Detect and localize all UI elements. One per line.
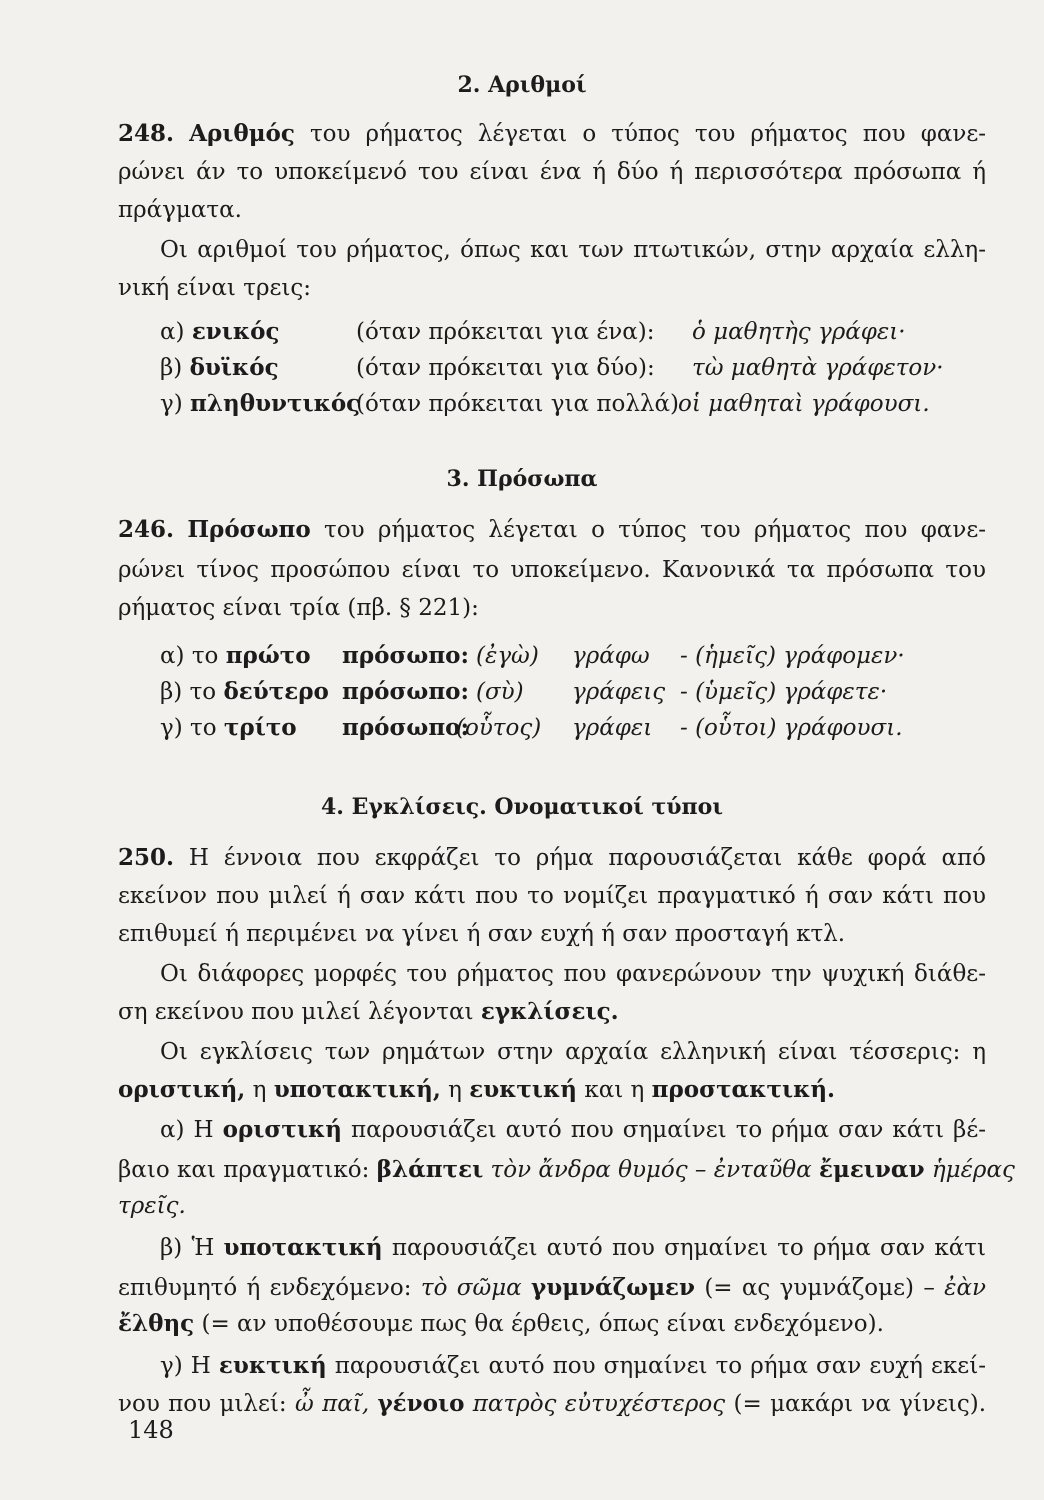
list-label: γ) το — [160, 715, 217, 741]
example-text: ἡμέρας — [931, 1157, 1015, 1183]
term-indicative: οριστική — [222, 1116, 342, 1143]
example-text: ὦ παῖ, — [295, 1391, 370, 1417]
person-pronoun: (σὺ) — [476, 679, 524, 705]
number-example: οἱ μαθηταὶ γράφουσι. — [678, 391, 930, 417]
person-verb: γράφει — [572, 715, 653, 741]
p-subjunctive-text: παρουσιάζει αυτό που σημαίνει το ρήμα σαν κάτι — [391, 1235, 987, 1261]
p250-line1 — [118, 842, 986, 874]
person-plural: - (ἡμεῖς) γράφομεν· — [680, 643, 905, 669]
p246-line3: ρήματος είναι τρία (πβ. § 221): — [118, 595, 479, 621]
example-gloss: (= ας γυμνάζομε) – — [704, 1275, 935, 1301]
example-word: ἔμειναν — [819, 1156, 925, 1183]
item-label: β) Ἡ — [160, 1235, 215, 1261]
mood-subjunctive: υποτακτική, — [273, 1076, 441, 1103]
p250-number: 250. — [118, 844, 175, 871]
person-word: πρόσωπο: — [342, 678, 469, 705]
number-example: ὁ μαθητὴς γράφει· — [692, 319, 906, 345]
p246-term: Πρόσωπο — [187, 516, 311, 543]
example-word: γένοιο — [377, 1390, 465, 1417]
p248-line1 — [118, 118, 986, 150]
person-pronoun: (ἐγὼ) — [476, 643, 539, 669]
p-subjunctive-line2 — [118, 1272, 986, 1304]
p248-line2: ρώνει άν το υποκείμενό του είναι ένα ή δύο ή περισσότερα πρόσωπα ή — [118, 159, 986, 185]
p246-line1 — [118, 514, 986, 546]
conjunction: και η — [584, 1077, 645, 1103]
person-verb: γράφω — [572, 643, 650, 669]
number-desc: (όταν πρόκειται για δύο): — [356, 355, 655, 381]
number-example: τὼ μαθητὰ γράφετον· — [692, 355, 944, 381]
example-text: τὸ σῶμα — [420, 1275, 522, 1301]
p-indicative-line3: τρεῖς. — [118, 1193, 186, 1219]
person-word: πρόσωπο: — [342, 714, 469, 741]
p250-line1-text: Η έννοια που εκφράζει το ρήμα παρουσιάζεται κάθε φορά από — [188, 845, 986, 871]
item-label: γ) Η — [160, 1353, 211, 1379]
term-enklisis: εγκλίσεις. — [480, 998, 619, 1025]
number-name: ενικός — [191, 318, 280, 345]
p-subjunctive-line1 — [160, 1232, 986, 1264]
p246-line1-text: του ρήματος λέγεται ο τύπος του ρήματος που φανε- — [324, 517, 987, 543]
p-four-line1: Οι εγκλίσεις των ρημάτων στην αρχαία ελληνική είναι τέσσερις: η — [160, 1039, 986, 1065]
p250-line3: επιθυμεί ή περιμένει να γίνει ή σαν ευχή ή σαν προσταγή κτλ. — [118, 921, 846, 947]
p-indicative-text: παρουσιάζει αυτό που σημαίνει το ρήμα σαν κάτι βέ- — [351, 1117, 987, 1143]
p-intro-line1: Οι αριθμοί του ρήματος, όπως και των πτωτικών, στην αρχαία ελλη- — [160, 237, 986, 263]
p-forms-line2-text: ση εκείνου που μιλεί λέγονται — [118, 999, 474, 1025]
example-text: ἐὰν — [944, 1275, 987, 1301]
example-word: γυμνάζωμεν — [531, 1274, 695, 1301]
list-label: α) — [160, 319, 185, 345]
list-label: γ) — [160, 391, 183, 417]
p-optative-line2 — [118, 1388, 986, 1420]
person-pronoun: (οὗτος) — [456, 715, 542, 741]
p246-line2: ρώνει τίνος προσώπου είναι το υποκείμενο. Κανονικά τα πρόσωπα του — [118, 557, 986, 583]
person-plural: - (οὗτοι) γράφουσι. — [680, 715, 903, 741]
p248-number: 248. — [118, 120, 175, 147]
p-intro-line2: νική είναι τρεις: — [118, 275, 312, 301]
p-subjunctive-line3 — [118, 1308, 986, 1340]
article: η — [252, 1077, 267, 1103]
p-indicative-line1 — [160, 1114, 986, 1146]
list-label: β) — [160, 355, 183, 381]
mood-indicative: οριστική, — [118, 1076, 246, 1103]
p248-line3: πράγματα. — [118, 197, 242, 223]
p248-term: Αριθμός — [189, 120, 295, 147]
p-optative-text: παρουσιάζει αυτό που σημαίνει το ρήμα σαν ευχή εκεί- — [334, 1353, 987, 1379]
p-indicative-text: βαιο και πραγματικό: — [118, 1157, 370, 1183]
term-optative: ευκτική — [218, 1352, 327, 1379]
heading-numbers: 2. Αριθμοί — [457, 72, 587, 98]
p250-line2: εκείνον που μιλεί ή σαν κάτι που το νομίζει πραγματικό ή σαν κάτι που — [118, 883, 986, 909]
p-subjunctive-text: επιθυμητό ή ενδεχόμενο: — [118, 1275, 412, 1301]
p-optative-line1 — [160, 1350, 986, 1382]
example-word: ἔλθης — [118, 1310, 195, 1337]
person-ordinal: πρώτο — [225, 642, 311, 669]
heading-moods: 4. Εγκλίσεις. Ονοματικοί τύποι — [321, 794, 723, 820]
p-forms-line2 — [118, 996, 986, 1028]
example-text: τὸν ἄνδρα θυμός – — [490, 1157, 707, 1183]
mood-optative: ευκτική — [469, 1076, 577, 1103]
p-four-line2 — [118, 1074, 986, 1106]
person-ordinal: τρίτο — [223, 714, 297, 741]
list-label: β) το — [160, 679, 217, 705]
example-text: πατρὸς εὐτυχέστερος — [472, 1391, 726, 1417]
item-label: α) Η — [160, 1117, 214, 1143]
number-name: πληθυντικός — [190, 390, 361, 417]
p-indicative-line2 — [118, 1154, 1015, 1186]
person-word: πρόσωπο: — [342, 642, 469, 669]
p-optative-text: νου που μιλεί: — [118, 1391, 287, 1417]
number-name: δυϊκός — [189, 354, 279, 381]
page-number: 148 — [128, 1416, 174, 1444]
person-verb: γράφεις — [572, 679, 666, 705]
person-ordinal: δεύτερο — [223, 678, 329, 705]
example-gloss: (= μακάρι να γίνεις). — [733, 1391, 987, 1417]
p-forms-line1: Οι διάφορες μορφές του ρήματος που φανερώνουν την ψυχική διάθε- — [160, 961, 986, 987]
person-plural: - (ὑμεῖς) γράφετε· — [680, 679, 888, 705]
example-text: ἐνταῦθα — [713, 1157, 812, 1183]
number-desc: (όταν πρόκειται για πολλά) — [356, 391, 679, 417]
p246-number: 246. — [118, 516, 175, 543]
article: η — [448, 1077, 462, 1103]
heading-persons: 3. Πρόσωπα — [446, 466, 598, 492]
p248-line1-text: του ρήματος λέγεται ο τύπος του ρήματος που φανε- — [309, 121, 987, 147]
mood-imperative: προστακτική. — [651, 1076, 836, 1103]
number-desc: (όταν πρόκειται για ένα): — [356, 319, 655, 345]
example-gloss: (= αν υποθέσουμε πως θα έρθεις, όπως είναι ενδεχόμενο). — [201, 1311, 884, 1337]
example-word: βλάπτει — [376, 1156, 484, 1183]
term-subjunctive: υποτακτική — [223, 1234, 383, 1261]
list-label: α) το — [160, 643, 219, 669]
